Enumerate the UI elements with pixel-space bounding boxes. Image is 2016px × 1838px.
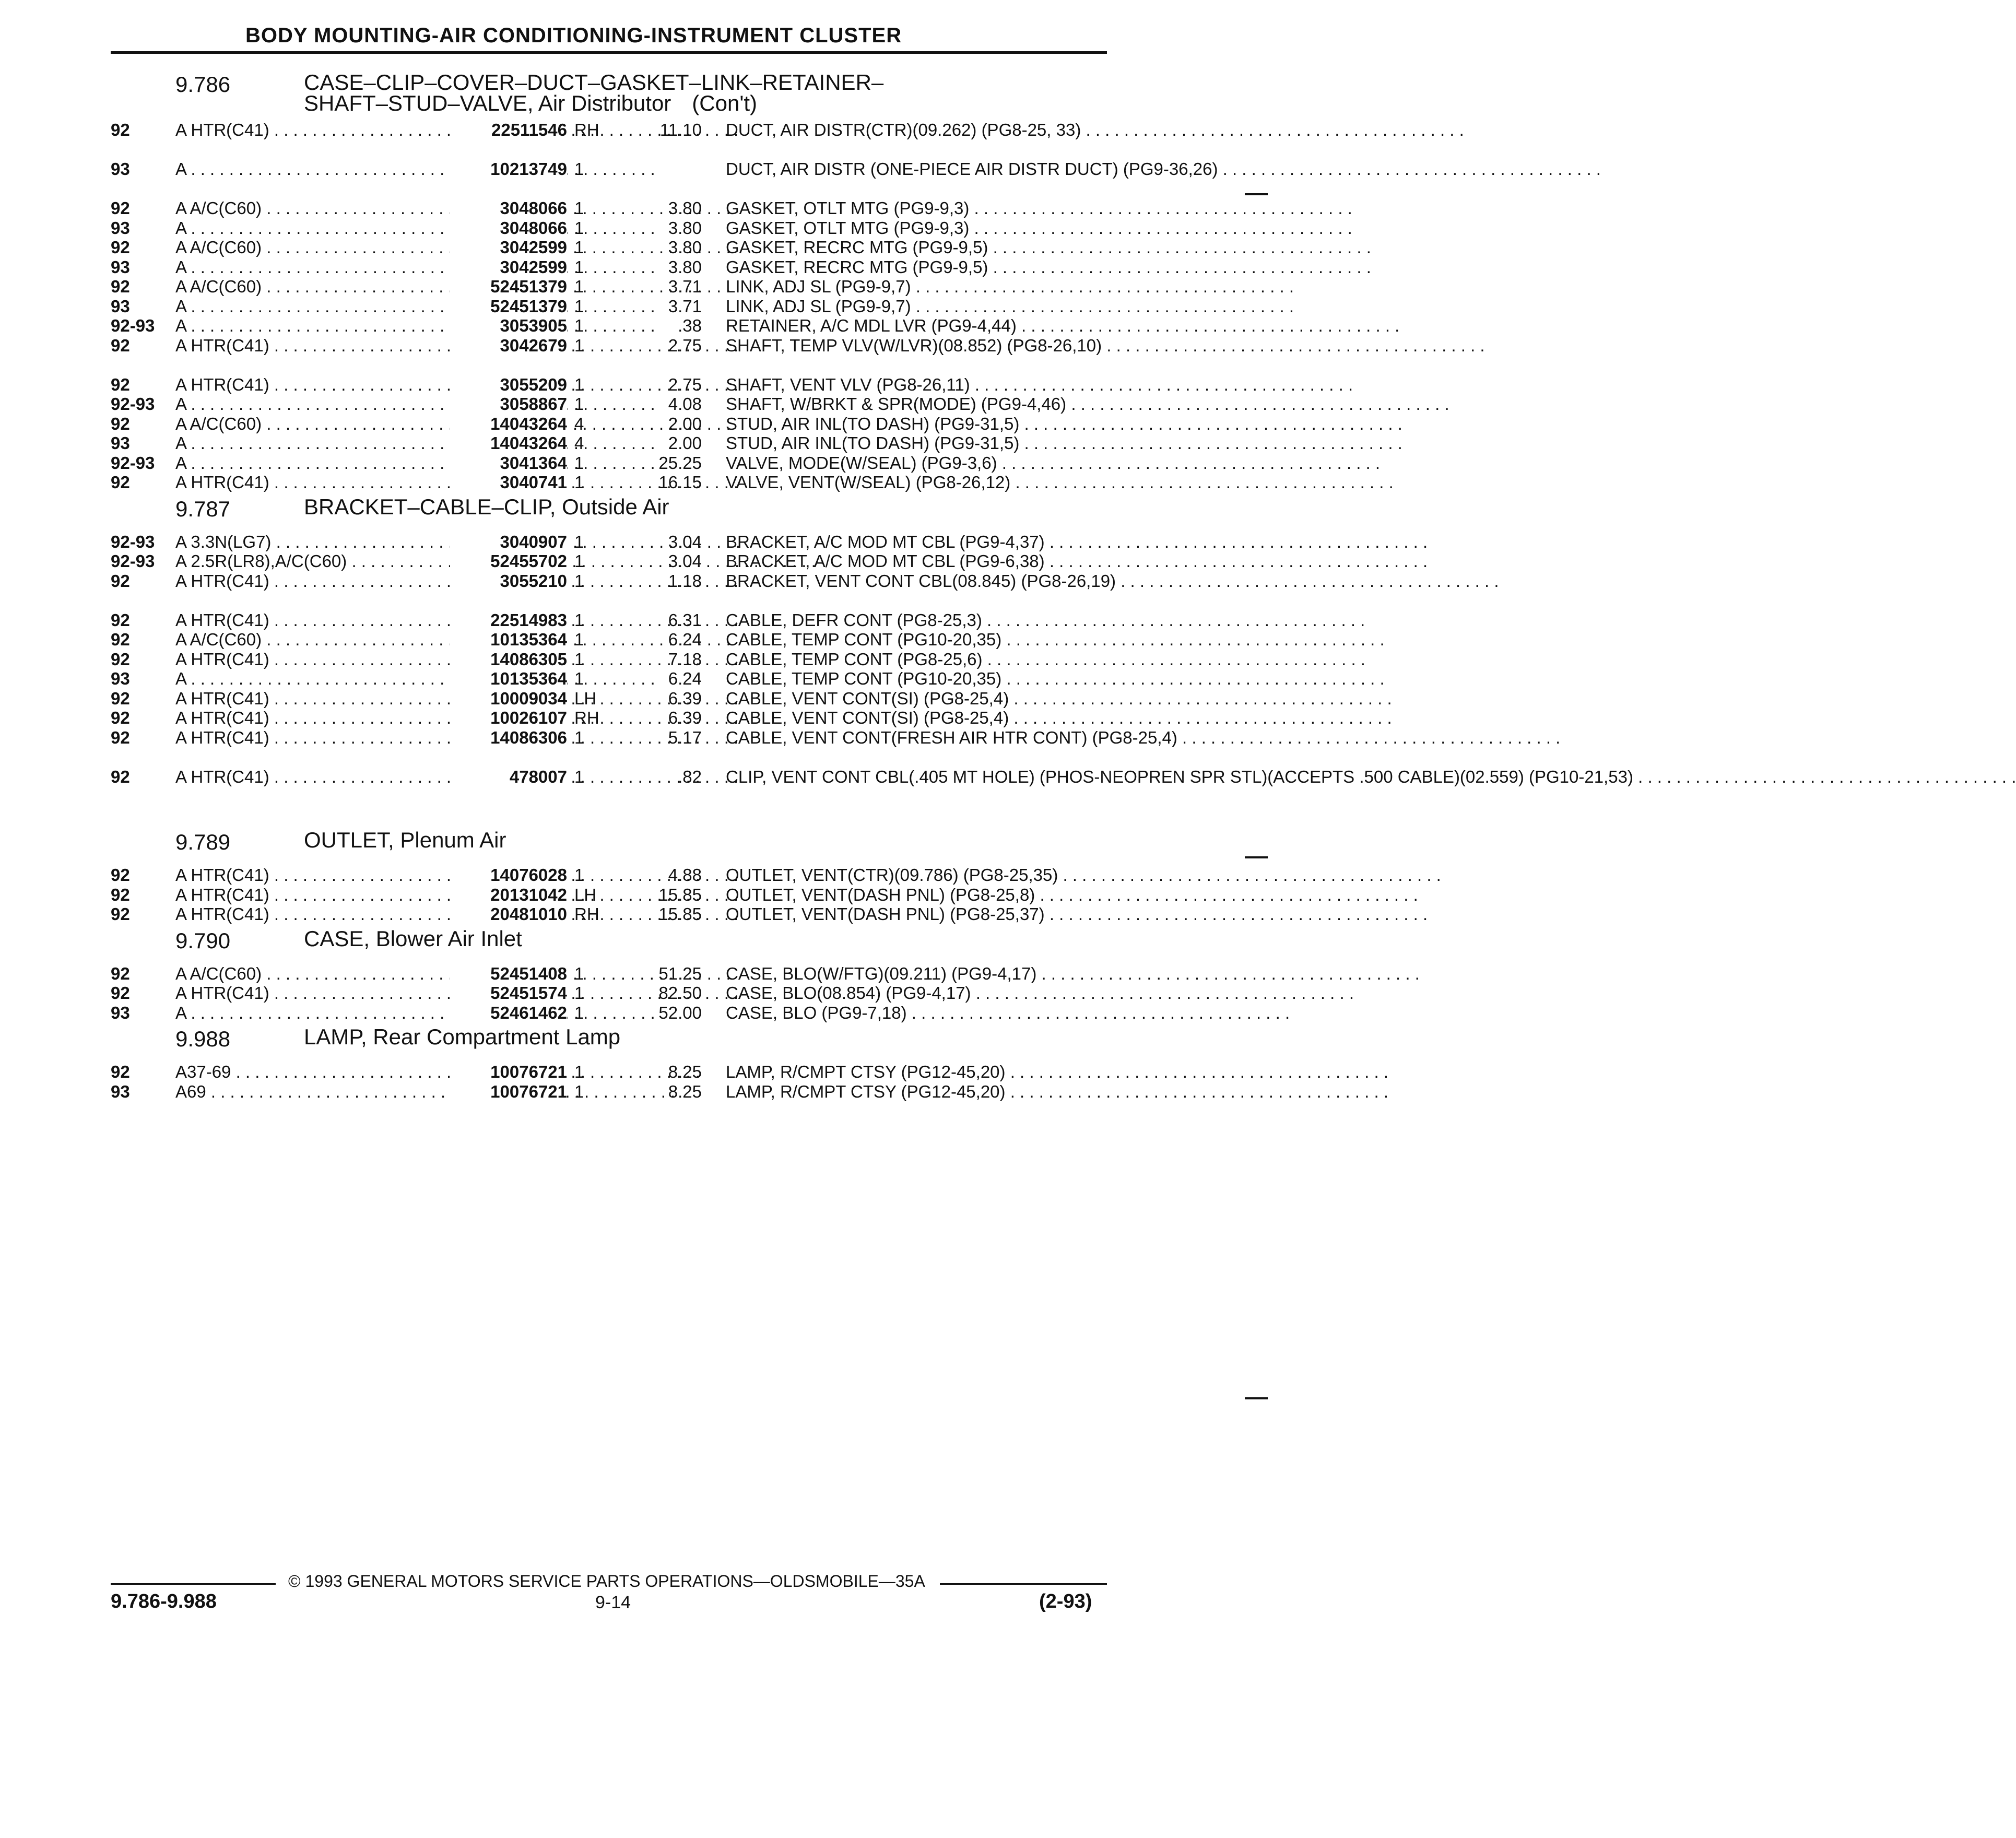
part-description: LINK, ADJ SL (PG9-9,7) . . . xyxy=(726,297,1106,316)
part-number: 3042599 xyxy=(450,238,567,257)
model-year: 92 xyxy=(111,335,130,355)
quantity: 1 xyxy=(574,727,584,747)
part-number: 478007 xyxy=(450,767,567,787)
model-usage: A37-69 . . . xyxy=(175,1062,457,1082)
model-usage: A69 . . . xyxy=(175,1082,457,1102)
model-year: 92 xyxy=(111,374,130,394)
price: 51.25 xyxy=(658,963,702,983)
part-number: 14043264 xyxy=(450,414,567,434)
part-description: BRACKET, VENT CONT CBL(08.845) (PG8-26,19) . . . xyxy=(726,571,1106,610)
price: 15.85 xyxy=(658,904,702,924)
parts-row xyxy=(0,669,1320,689)
group-number: 9.790 xyxy=(175,928,231,953)
part-description: OUTLET, VENT(DASH PNL) (PG8-25,37) . . . xyxy=(726,904,1106,924)
model-year: 92 xyxy=(111,688,130,708)
model-year: 92 xyxy=(111,473,130,492)
group-title xyxy=(304,494,669,519)
quantity: 1 xyxy=(574,335,584,355)
model-usage: A HTR(C41) . . . xyxy=(175,708,457,728)
page-header: BODY MOUNTING-AIR CONDITIONING-INSTRUMENT CLUSTER xyxy=(245,24,902,47)
part-description: VALVE, MODE(W/SEAL) (PG9-3,6) . . . xyxy=(726,453,1106,473)
parts-row xyxy=(0,198,1320,218)
model-usage: A . . . xyxy=(175,316,457,336)
parts-row xyxy=(0,453,1320,473)
part-number: 10076721 xyxy=(450,1062,567,1082)
part-description: VALVE, VENT(W/SEAL) (PG8-26,12) . . . xyxy=(726,473,1106,492)
parts-row xyxy=(0,473,1320,492)
group-title xyxy=(304,72,883,114)
part-description: CASE, BLO(08.854) (PG9-4,17) . . . xyxy=(726,983,1106,1003)
group-number: 9.789 xyxy=(175,830,231,854)
footer-rule-left xyxy=(111,1583,276,1585)
part-number: 3058867 xyxy=(450,394,567,414)
header-rule xyxy=(111,51,1107,54)
model-usage: A A/C(C60) . . . xyxy=(175,198,457,218)
part-number: 3042679 xyxy=(450,336,567,356)
parts-row xyxy=(0,159,1320,198)
part-description: BRACKET, A/C MOD MT CBL (PG9-6,38) . . . xyxy=(726,551,1106,571)
group-title xyxy=(304,1024,621,1049)
part-number: 3055209 xyxy=(450,375,567,395)
model-year: 92 xyxy=(111,708,130,727)
model-usage: A A/C(C60) . . . xyxy=(175,414,457,434)
parts-row xyxy=(0,1062,1320,1082)
price: 3.04 xyxy=(668,551,702,571)
parts-row xyxy=(0,728,1320,767)
part-number: 3048066 xyxy=(450,198,567,218)
group-title-text: OUTLET, Plenum Air xyxy=(304,828,506,852)
part-number: 52451379 xyxy=(450,277,567,297)
model-year: 92-93 xyxy=(111,316,155,335)
model-year: 93 xyxy=(111,1081,130,1101)
price: 4.08 xyxy=(668,394,702,414)
model-year: 93 xyxy=(111,433,130,453)
part-number: 3053905 xyxy=(450,316,567,336)
part-number: 52461462 xyxy=(450,1003,567,1023)
model-usage: A HTR(C41) . . . xyxy=(175,473,457,492)
group-title-line2: SHAFT–STUD–VALVE, Air Distributor xyxy=(304,91,671,115)
model-year: 92 xyxy=(111,963,130,983)
price: 3.80 xyxy=(668,257,702,277)
price: 6.31 xyxy=(668,610,702,630)
part-description: STUD, AIR INL(TO DASH) (PG9-31,5) . . . xyxy=(726,414,1106,434)
price: 52.00 xyxy=(658,1003,702,1022)
part-number: 22511546 xyxy=(450,120,567,140)
footer-page-number: 9-14 xyxy=(595,1593,631,1612)
quantity: 1 xyxy=(574,316,584,335)
parts-row xyxy=(0,610,1320,630)
model-usage: A 3.3N(LG7) . . . xyxy=(175,532,457,552)
model-year: 92 xyxy=(111,904,130,924)
group-title-text: CASE–CLIP–COVER–DUCT–GASKET–LINK–RETAINER– xyxy=(304,70,884,95)
price: 3.80 xyxy=(668,218,702,238)
part-number: 3040907 xyxy=(450,532,567,552)
price: 1.18 xyxy=(668,571,702,591)
parts-row xyxy=(0,414,1320,434)
part-description: SHAFT, W/BRKT & SPR(MODE) (PG9-4,46) . . . xyxy=(726,394,1106,414)
model-usage: A . . . xyxy=(175,433,457,453)
part-description: CABLE, VENT CONT(SI) (PG8-25,4) . . . xyxy=(726,708,1106,728)
part-description: OUTLET, VENT(DASH PNL) (PG8-25,8) . . . xyxy=(726,885,1106,905)
model-year: 92 xyxy=(111,571,130,591)
part-number: 52451574 xyxy=(450,983,567,1003)
part-description: OUTLET, VENT(CTR)(09.786) (PG8-25,35) . . . xyxy=(726,865,1106,885)
model-year: 92 xyxy=(111,120,130,139)
part-description: STUD, AIR INL(TO DASH) (PG9-31,5) . . . xyxy=(726,433,1106,453)
footer-range: 9.786-9.988 xyxy=(111,1590,217,1612)
model-year: 92 xyxy=(111,414,130,433)
price: 2.75 xyxy=(668,374,702,394)
model-usage: A . . . xyxy=(175,218,457,238)
group-number: 9.787 xyxy=(175,496,231,521)
footer-date: (2-93) xyxy=(1039,1590,1092,1612)
model-year: 92-93 xyxy=(111,532,155,551)
parts-row xyxy=(0,983,1320,1003)
parts-row xyxy=(0,904,1320,924)
model-year: 92 xyxy=(111,277,130,296)
price: 8.25 xyxy=(668,1081,702,1101)
quantity: 1 xyxy=(574,473,584,492)
model-year: 92 xyxy=(111,610,130,630)
part-description: GASKET, RECRC MTG (PG9-9,5) . . . xyxy=(726,238,1106,257)
model-usage: A A/C(C60) . . . xyxy=(175,630,457,650)
parts-row xyxy=(0,257,1320,277)
parts-catalog xyxy=(0,68,1633,1101)
model-usage: A HTR(C41) . . . xyxy=(175,375,457,395)
quantity: 1 xyxy=(574,963,584,983)
model-usage: A HTR(C41) . . . xyxy=(175,689,457,709)
part-number: 10135364 xyxy=(450,630,567,650)
model-year: 92 xyxy=(111,1062,130,1081)
model-year: 92 xyxy=(111,238,130,257)
parts-row xyxy=(0,532,1320,552)
quantity: 1 xyxy=(574,296,584,316)
part-description: SHAFT, VENT VLV (PG8-26,11) . . . xyxy=(726,375,1106,395)
part-description: CABLE, VENT CONT(SI) (PG8-25,4) . . . xyxy=(726,689,1106,709)
parts-row xyxy=(0,767,1633,826)
part-number: 14043264 xyxy=(450,433,567,453)
footer-copyright: © 1993 GENERAL MOTORS SERVICE PARTS OPERATIONS—OLDSMOBILE—35A xyxy=(288,1572,925,1590)
model-year: 92-93 xyxy=(111,551,155,571)
quantity: 1 xyxy=(574,218,584,238)
model-usage: A HTR(C41) . . . xyxy=(175,885,457,905)
model-year: 92 xyxy=(111,885,130,904)
part-number: 14086305 xyxy=(450,650,567,669)
parts-row xyxy=(0,1082,1320,1102)
part-number: 52451379 xyxy=(450,297,567,316)
price: 6.39 xyxy=(668,708,702,727)
group-title-text: LAMP, Rear Compartment Lamp xyxy=(304,1024,621,1049)
group-number: 9.786 xyxy=(175,72,231,97)
quantity: LH xyxy=(574,688,597,708)
part-description: CABLE, TEMP CONT (PG10-20,35) . . . xyxy=(726,669,1106,689)
parts-row xyxy=(0,336,1320,375)
model-year: 92 xyxy=(111,983,130,1003)
model-year: 92 xyxy=(111,727,130,747)
parts-row xyxy=(0,277,1320,297)
model-usage: A HTR(C41) . . . xyxy=(175,336,457,356)
part-description: LAMP, R/CMPT CTSY (PG12-45,20) . . . xyxy=(726,1082,1106,1102)
parts-row xyxy=(0,375,1320,395)
quantity: 1 xyxy=(574,1003,584,1022)
price: 7.18 xyxy=(668,649,702,669)
part-number: 14076028 xyxy=(450,865,567,885)
part-number: 10009034 xyxy=(450,689,567,709)
quantity: 1 xyxy=(574,453,584,473)
margin-tick-mark xyxy=(1245,193,1268,195)
quantity: 1 xyxy=(574,669,584,688)
quantity: 1 xyxy=(574,571,584,591)
group-title-text: BRACKET–CABLE–CLIP, Outside Air xyxy=(304,494,669,519)
parts-row xyxy=(0,964,1320,984)
price: .82 xyxy=(678,767,702,786)
model-usage: A HTR(C41) . . . xyxy=(175,571,457,591)
part-description: SHAFT, TEMP VLV(W/LVR)(08.852) (PG8-26,10) . . . xyxy=(726,336,1106,375)
part-description: CLIP, VENT CONT CBL(.405 MT HOLE) (PHOS-NEOPREN SPR STL)(ACCEPTS .500 CABLE)(02.559) (PG10-21,53) . . . xyxy=(726,767,1106,826)
part-number: 20131042 xyxy=(450,885,567,905)
part-number: 10213749 xyxy=(450,159,567,179)
group-heading xyxy=(0,924,1320,964)
part-description: CASE, BLO (PG9-7,18) . . . xyxy=(726,1003,1106,1023)
quantity: 1 xyxy=(574,1062,584,1081)
part-description: CABLE, DEFR CONT (PG8-25,3) . . . xyxy=(726,610,1106,630)
model-usage: A . . . xyxy=(175,453,457,473)
group-title-continued: (Con't) xyxy=(692,91,758,115)
model-year: 92 xyxy=(111,649,130,669)
part-number: 3042599 xyxy=(450,257,567,277)
model-usage: A . . . xyxy=(175,257,457,277)
part-number: 3041364 xyxy=(450,453,567,473)
model-year: 93 xyxy=(111,669,130,688)
part-number: 52451408 xyxy=(450,964,567,984)
part-description: CABLE, TEMP CONT (PG10-20,35) . . . xyxy=(726,630,1106,650)
model-year: 93 xyxy=(111,218,130,238)
part-description: CASE, BLO(W/FTG)(09.211) (PG9-4,17) . . . xyxy=(726,964,1106,984)
part-description: DUCT, AIR DISTR (ONE-PIECE AIR DISTR DUCT) (PG9-36,26) . . . xyxy=(726,159,1106,198)
part-description: GASKET, RECRC MTG (PG9-9,5) . . . xyxy=(726,257,1106,277)
price: 6.24 xyxy=(668,630,702,649)
parts-row xyxy=(0,630,1320,650)
model-usage: A HTR(C41) . . . xyxy=(175,728,457,748)
group-heading xyxy=(0,492,1320,532)
parts-row xyxy=(0,433,1320,453)
group-heading xyxy=(0,68,1320,120)
part-number: 10135364 xyxy=(450,669,567,689)
part-description: GASKET, OTLT MTG (PG9-9,3) . . . xyxy=(726,198,1106,218)
model-year: 92 xyxy=(111,767,130,786)
part-description: RETAINER, A/C MDL LVR (PG9-4,44) . . . xyxy=(726,316,1106,336)
model-usage: A A/C(C60) . . . xyxy=(175,277,457,297)
price: 3.80 xyxy=(668,238,702,257)
price: 8.25 xyxy=(668,1062,702,1081)
margin-tick-mark xyxy=(1245,1397,1268,1399)
part-number: 20481010 xyxy=(450,904,567,924)
model-usage: A HTR(C41) . . . xyxy=(175,983,457,1003)
parts-row xyxy=(0,297,1320,316)
quantity: 1 xyxy=(574,238,584,257)
part-description: LAMP, R/CMPT CTSY (PG12-45,20) . . . xyxy=(726,1062,1106,1082)
model-usage: A HTR(C41) . . . xyxy=(175,120,457,140)
group-title xyxy=(304,830,506,851)
model-usage: A . . . xyxy=(175,1003,457,1023)
parts-row xyxy=(0,689,1320,709)
part-description: CABLE, VENT CONT(FRESH AIR HTR CONT) (PG8-25,4) . . . xyxy=(726,728,1106,767)
part-description: CABLE, TEMP CONT (PG8-25,6) . . . xyxy=(726,650,1106,669)
group-title-text: CASE, Blower Air Inlet xyxy=(304,926,522,951)
parts-row xyxy=(0,708,1320,728)
parts-row xyxy=(0,885,1320,905)
part-description: LINK, ADJ SL (PG9-9,7) . . . xyxy=(726,277,1106,297)
group-number: 9.988 xyxy=(175,1027,231,1051)
price: 3.71 xyxy=(668,296,702,316)
parts-row xyxy=(0,865,1320,885)
price: 25.25 xyxy=(658,453,702,473)
model-year: 92-93 xyxy=(111,394,155,414)
parts-row xyxy=(0,650,1320,669)
model-year: 92-93 xyxy=(111,453,155,473)
parts-row xyxy=(0,316,1320,336)
model-usage: A A/C(C60) . . . xyxy=(175,964,457,984)
quantity: 1 xyxy=(574,159,584,179)
part-number: 14086306 xyxy=(450,728,567,748)
price: 6.39 xyxy=(668,688,702,708)
model-year: 92 xyxy=(111,198,130,218)
model-year: 93 xyxy=(111,296,130,316)
quantity: 1 xyxy=(574,277,584,296)
price: 3.80 xyxy=(668,198,702,218)
model-year: 93 xyxy=(111,257,130,277)
part-description: GASKET, OTLT MTG (PG9-9,3) . . . xyxy=(726,218,1106,238)
price: 4.88 xyxy=(668,865,702,885)
part-number: 3040741 xyxy=(450,473,567,492)
quantity: 1 xyxy=(574,1081,584,1101)
model-usage: A HTR(C41) . . . xyxy=(175,610,457,630)
part-description: DUCT, AIR DISTR(CTR)(09.262) (PG8-25, 33) . . . xyxy=(726,120,1106,159)
part-number: 22514983 xyxy=(450,610,567,630)
model-year: 92 xyxy=(111,865,130,885)
quantity: 1 xyxy=(574,610,584,630)
quantity: 4 xyxy=(574,414,584,433)
quantity: 4 xyxy=(574,433,584,453)
parts-row xyxy=(0,551,1320,571)
quantity: RH xyxy=(574,708,599,727)
quantity: 1 xyxy=(574,983,584,1003)
model-usage: A HTR(C41) . . . xyxy=(175,767,457,787)
price: 82.50 xyxy=(658,983,702,1003)
price: 2.75 xyxy=(668,335,702,355)
price: 3.04 xyxy=(668,532,702,551)
parts-row xyxy=(0,1003,1320,1023)
model-usage: A A/C(C60) . . . xyxy=(175,238,457,257)
model-year: 93 xyxy=(111,1003,130,1022)
quantity: 1 xyxy=(574,767,584,786)
quantity: 1 xyxy=(574,649,584,669)
quantity: 1 xyxy=(574,198,584,218)
quantity: 1 xyxy=(574,374,584,394)
price: .38 xyxy=(678,316,702,335)
group-title xyxy=(304,928,522,949)
model-usage: A 2.5R(LR8),A/C(C60) . . . xyxy=(175,551,457,571)
price: 2.00 xyxy=(668,433,702,453)
part-description: BRACKET, A/C MOD MT CBL (PG9-4,37) . . . xyxy=(726,532,1106,552)
model-usage: A . . . xyxy=(175,669,457,689)
part-number: 3048066 xyxy=(450,218,567,238)
part-number: 52455702 xyxy=(450,551,567,571)
model-usage: A . . . xyxy=(175,159,457,179)
quantity: 1 xyxy=(574,257,584,277)
parts-row xyxy=(0,120,1320,159)
group-heading xyxy=(0,1022,1320,1062)
price: 5.17 xyxy=(668,727,702,747)
quantity: 1 xyxy=(574,630,584,649)
model-usage: A . . . xyxy=(175,394,457,414)
price: 3.71 xyxy=(668,277,702,296)
margin-tick-mark xyxy=(1245,856,1268,858)
quantity: 1 xyxy=(574,865,584,885)
model-year: 93 xyxy=(111,159,130,179)
price: 16.15 xyxy=(658,473,702,492)
quantity: RH xyxy=(574,904,599,924)
quantity: 1 xyxy=(574,532,584,551)
parts-row xyxy=(0,218,1320,238)
footer-rule-right xyxy=(940,1583,1107,1585)
price: 6.24 xyxy=(668,669,702,688)
model-usage: A HTR(C41) . . . xyxy=(175,904,457,924)
part-number: 3055210 xyxy=(450,571,567,591)
parts-row xyxy=(0,571,1320,610)
model-usage: A . . . xyxy=(175,297,457,316)
quantity: 1 xyxy=(574,551,584,571)
quantity: LH xyxy=(574,885,597,904)
model-usage: A HTR(C41) . . . xyxy=(175,865,457,885)
model-year: 92 xyxy=(111,630,130,649)
price: 2.00 xyxy=(668,414,702,433)
price: 11.10 xyxy=(659,120,702,139)
quantity: 1 xyxy=(574,394,584,414)
quantity: RH xyxy=(574,120,599,139)
part-number: 10026107 xyxy=(450,708,567,728)
group-heading xyxy=(0,826,1320,865)
price: 15.85 xyxy=(658,885,702,904)
parts-row xyxy=(0,394,1320,414)
parts-row xyxy=(0,238,1320,257)
model-usage: A HTR(C41) . . . xyxy=(175,650,457,669)
part-number: 10076721 xyxy=(450,1082,567,1102)
